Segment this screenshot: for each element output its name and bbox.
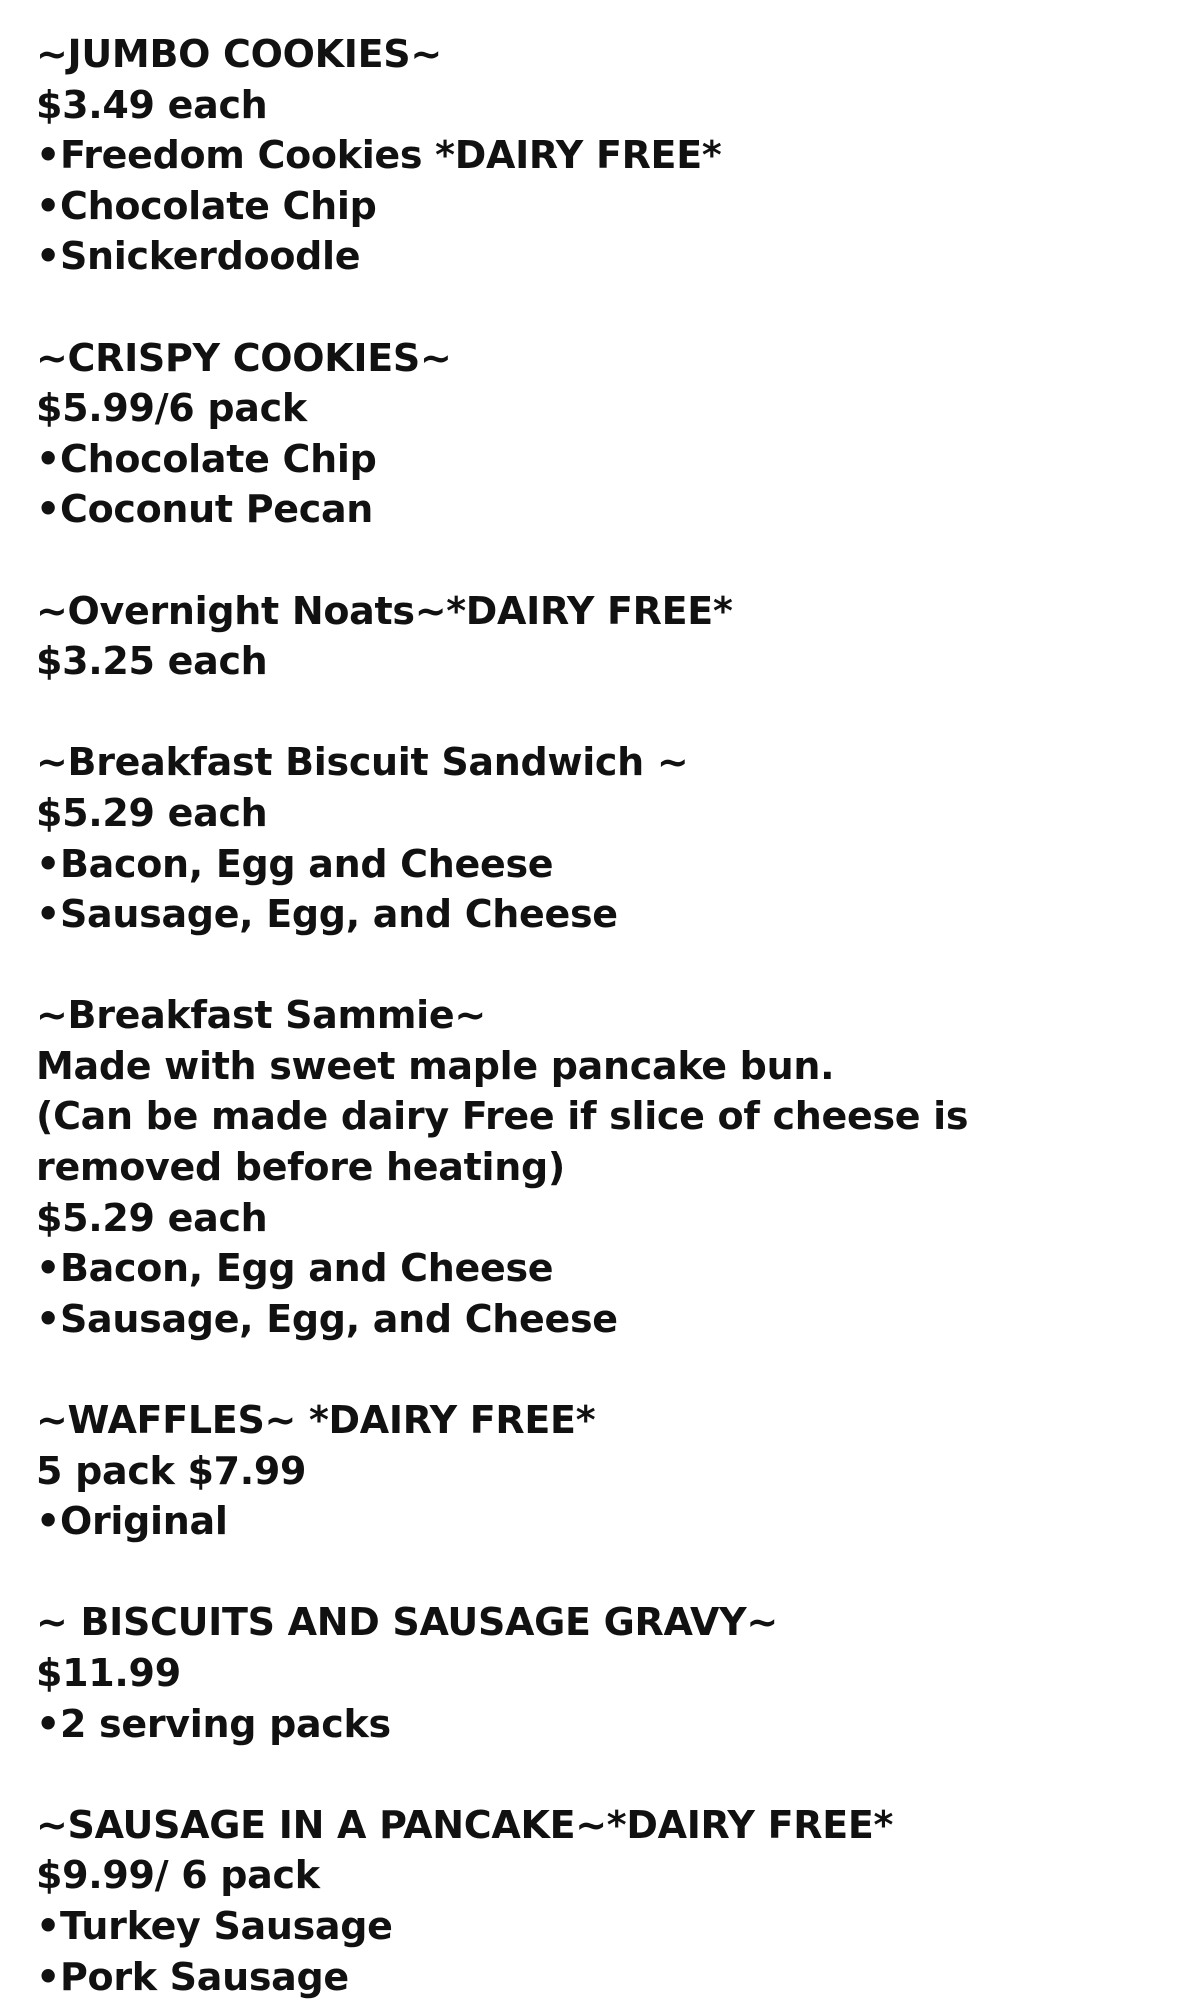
menu-item: •Original [36,1499,228,1544]
price-line: 5 pack $7.99 [36,1448,307,1493]
section-heading: ~SAUSAGE IN A PANCAKE~*DAIRY FREE* [36,1802,894,1847]
section-spacer [36,940,1196,991]
menu-item: •Chocolate Chip [36,183,377,228]
menu-section-waffles [36,1395,1196,1547]
menu-section-breakfast-biscuit-sandwich [36,737,1196,939]
price-line: $11.99 [36,1651,181,1695]
price-line: $5.29 each [36,1195,268,1240]
description-note: (Can be made dairy Free if slice of cheese is removed before heating) [36,1094,969,1190]
menu-item: •Snickerdoodle [36,234,361,279]
section-spacer [36,687,1196,738]
price-line: $9.99/ 6 pack [36,1853,320,1898]
menu-item: •Freedom Cookies *DAIRY FREE* [36,133,722,178]
section-spacer [36,1547,1196,1598]
section-heading: ~Overnight Noats~*DAIRY FREE* [36,588,733,633]
section-heading: ~ BISCUITS AND SAUSAGE GRAVY~ [36,1600,778,1645]
menu-item: •Chocolate Chip [36,436,377,481]
menu-item: •Turkey Sausage [36,1903,393,1948]
section-spacer [36,1749,1196,1800]
menu-item: •Bacon, Egg and Cheese [36,1246,554,1291]
price-line: $3.25 each [36,639,268,684]
description-line: Made with sweet maple pancake bun. [36,1043,835,1088]
menu-section-overnight-noats [36,586,1196,687]
section-spacer [36,282,1196,333]
section-spacer [36,1344,1196,1395]
menu-item: •Coconut Pecan [36,487,374,532]
price-line: $5.99/6 pack [36,386,307,431]
section-heading: ~Breakfast Sammie~ [36,993,486,1038]
menu-section-sausage-in-a-pancake [36,1800,1196,2002]
menu-section-breakfast-sammie [36,990,1196,1344]
menu-item: •Sausage, Egg, and Cheese [36,1296,618,1341]
menu-section-biscuits-and-gravy [36,1597,1196,1749]
menu-section-jumbo-cookies [36,29,1196,282]
section-heading: ~WAFFLES~ *DAIRY FREE* [36,1398,596,1443]
price-line: $5.29 each [36,790,268,835]
price-line: $3.49 each [36,82,268,127]
menu-item: •Pork Sausage [36,1954,349,1999]
menu-item: •2 serving packs [36,1701,391,1746]
section-heading: ~JUMBO COOKIES~ [36,32,442,76]
menu-item: •Sausage, Egg, and Cheese [36,892,618,937]
section-heading: ~CRISPY COOKIES~ [36,335,452,380]
section-heading: ~Breakfast Biscuit Sandwich ~ [36,740,689,785]
menu-item: •Bacon, Egg and Cheese [36,841,554,886]
section-spacer [36,535,1196,586]
menu-section-crispy-cookies [36,333,1196,535]
